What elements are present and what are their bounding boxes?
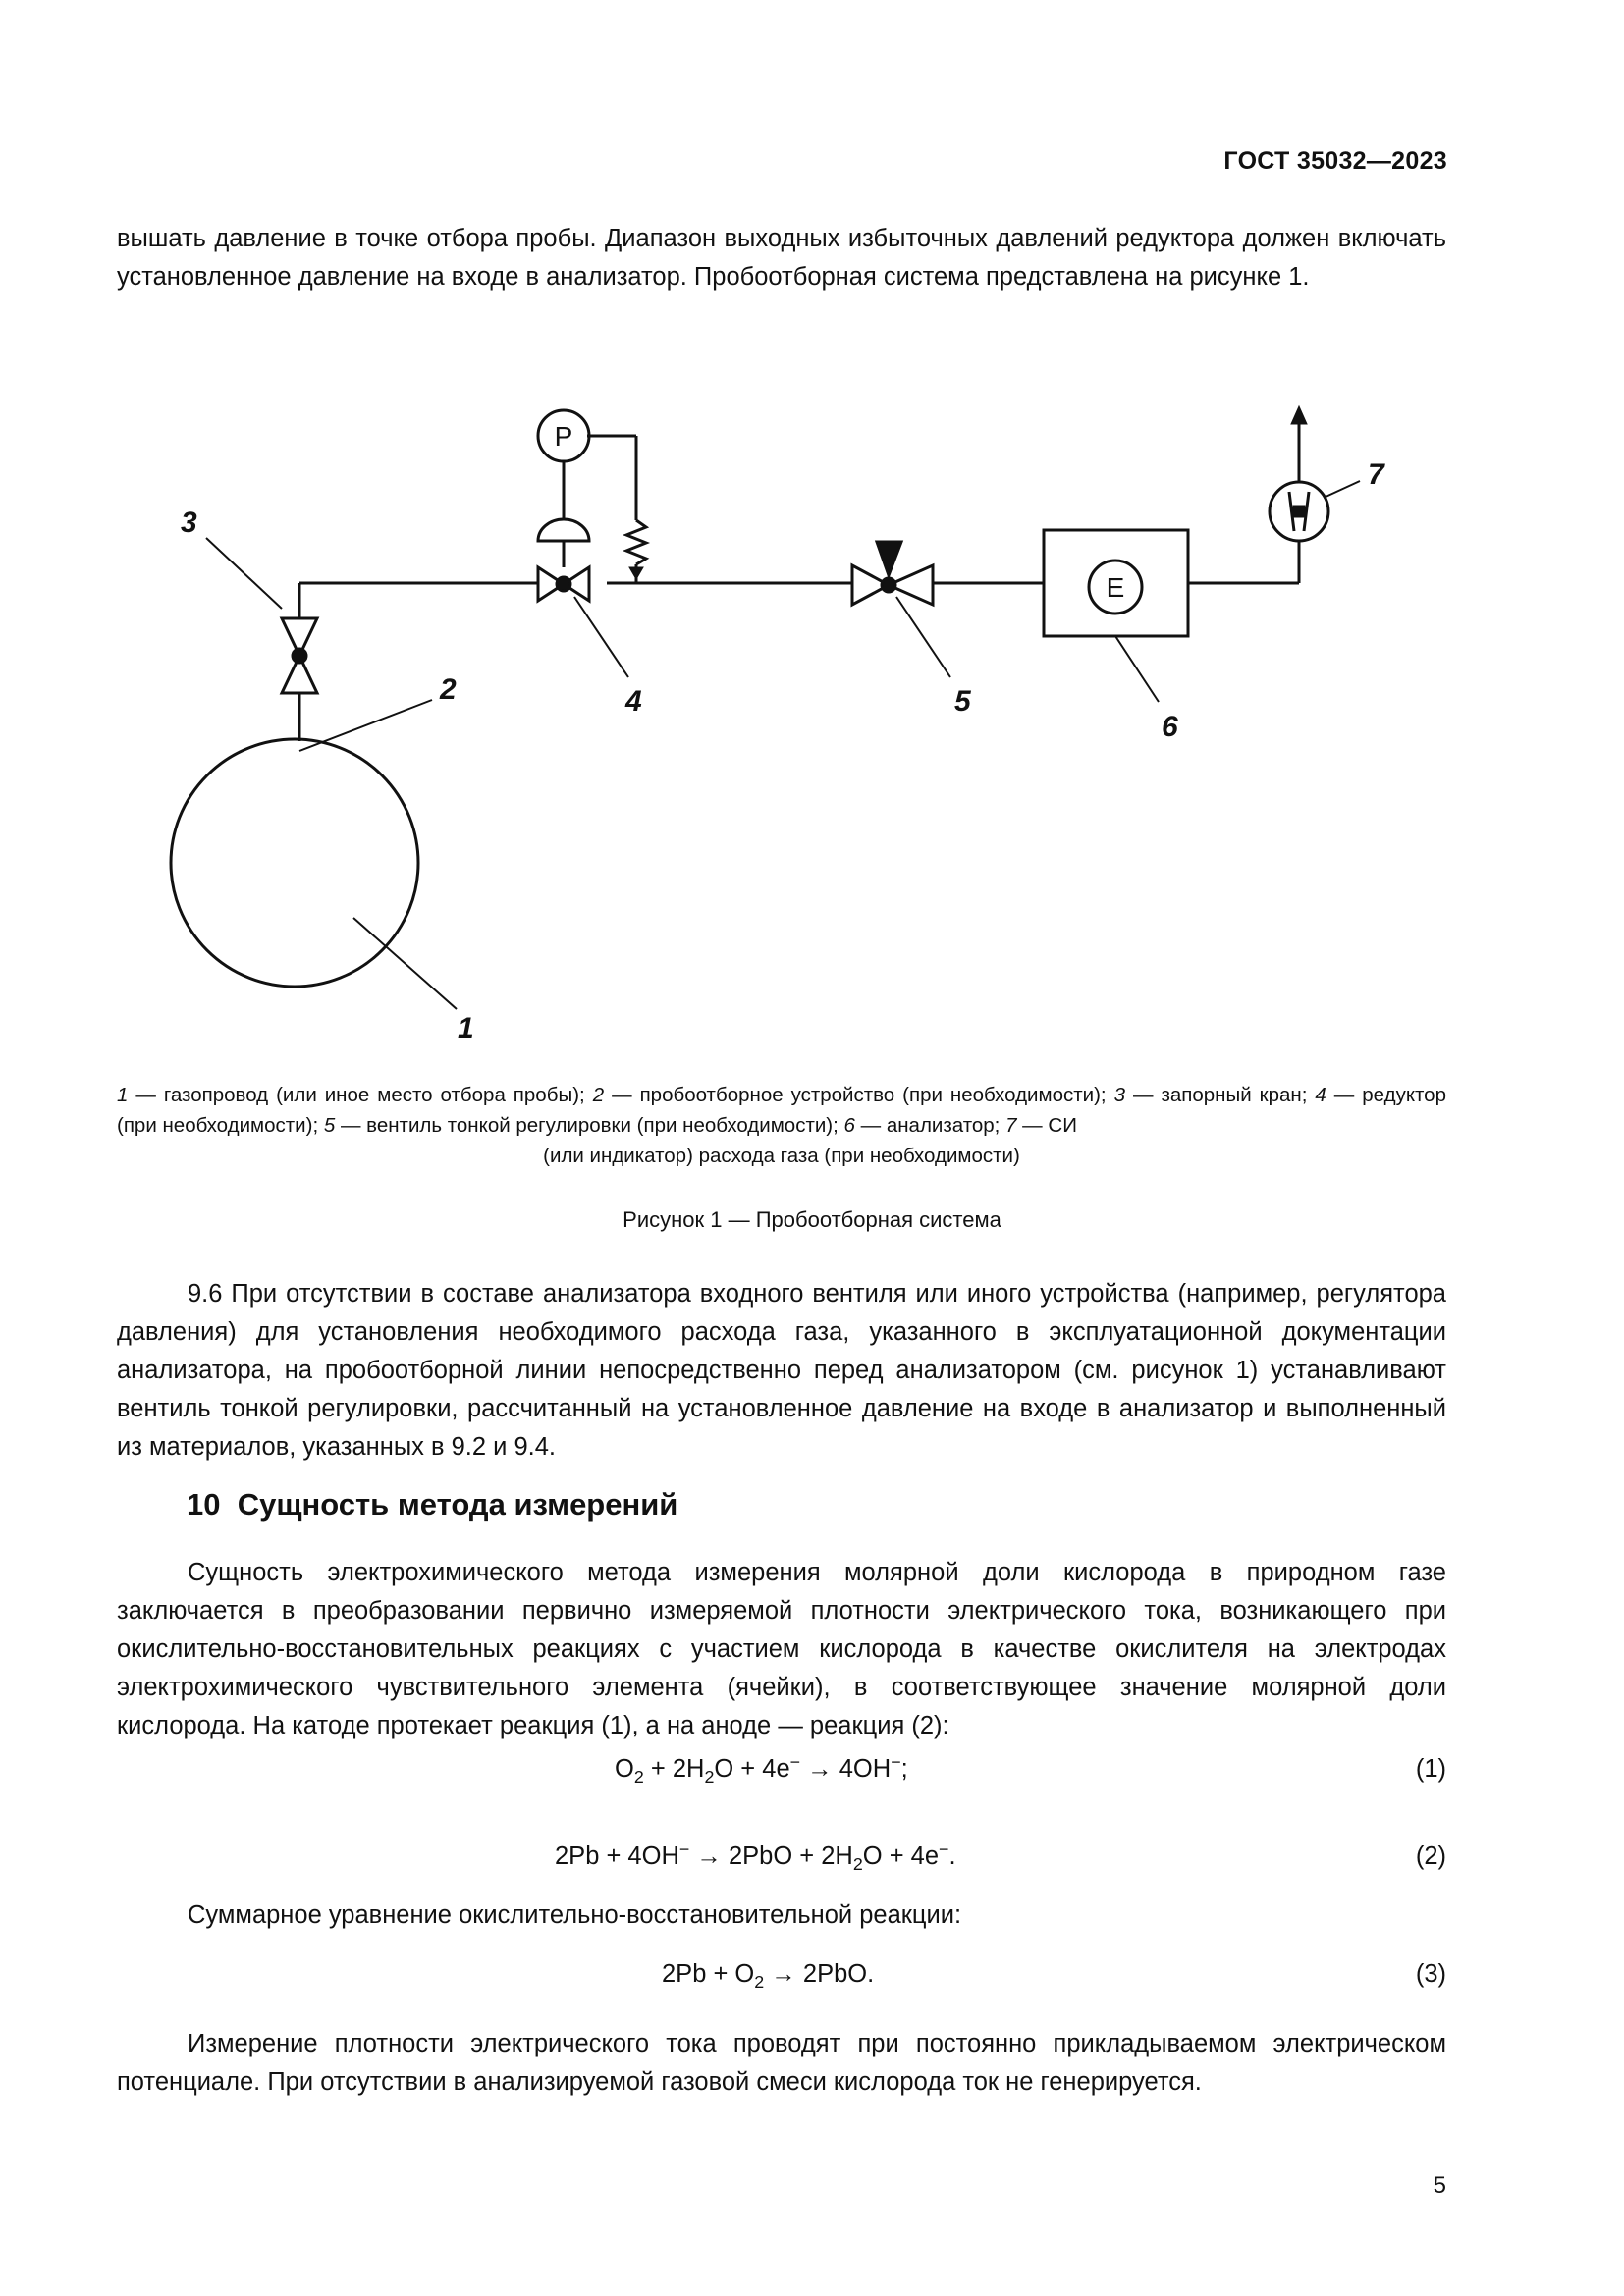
equation-1: $O_2 + 2H_2O + 4e^- \to 4OH^-$;: [615, 1752, 908, 1788]
analyzer-symbol: E: [1106, 572, 1125, 603]
section-title: Сущность метода измерений: [237, 1487, 678, 1522]
section-heading: [187, 1487, 677, 1522]
label-3: 3: [181, 507, 197, 539]
label-4: 4: [625, 685, 642, 718]
page-number: 5: [1433, 2172, 1446, 2199]
figure-title: Рисунок 1 — Пробоотборная система: [623, 1207, 1001, 1232]
label-2: 2: [440, 673, 457, 706]
section-number: 10: [187, 1487, 221, 1522]
sampling-system-diagram: [0, 0, 1624, 1080]
label-5: 5: [954, 685, 971, 718]
equation-2: $2Pb + 4OH^- \to 2PbO + 2H_2O + 4e^-$.: [555, 1840, 956, 1875]
summary-line: Суммарное уравнение окислительно-восстановительной реакции:: [188, 1901, 962, 1929]
equation-3: $2Pb + O_2 \to 2PbO$.: [662, 1960, 875, 1993]
intro-paragraph: вышать давление в точке отбора пробы. Диапазон выходных избыточных давлений редуктора должен включать установленное давление на входе в анализатор. Пробоотборная система представлена на рисунке 1.: [117, 225, 1446, 291]
label-6: 6: [1162, 711, 1178, 743]
figure-legend-last-line: (или индикатор) расхода газа (при необходимости): [543, 1145, 1020, 1167]
equation-3-number: (3): [1415, 1960, 1446, 1988]
pressure-gauge-symbol: P: [554, 421, 573, 452]
section-paragraph: Сущность электрохимического метода измерения молярной доли кислорода в природном газе заключается в преобразовании первично измеряемой плотности электрического тока, возникающего при окислительно-восстановительных реакциях с участием кислорода в качестве окислителя на электродах электрохимического чувствительного элемента (ячейки), в соответствующее значение молярной доли кислорода. На катоде протекает реакция (1), а на аноде — реакция (2):: [117, 1559, 1446, 1739]
equation-2-number: (2): [1415, 1842, 1446, 1870]
label-7: 7: [1368, 458, 1384, 491]
figure-legend: 1 — газопровод (или иное место отбора пробы); 2 — пробоотборное устройство (при необходимости); 3 — запорный кран; 4 — редуктор (при необходимости); 5 — вентиль тонкой регулировки (при необходимости); 6 — анализатор; 7 — СИ: [117, 1084, 1446, 1137]
pipeline-circle: [171, 739, 418, 987]
final-paragraph: Измерение плотности электрического тока проводят при постоянно прикладываемом электрическом потенциале. При отсутствии в анализируемой газовой смеси кислорода ток не генерируется.: [117, 2030, 1446, 2096]
label-1: 1: [458, 1012, 474, 1044]
document-id: ГОСТ 35032—2023: [1223, 147, 1447, 175]
equation-1-number: (1): [1415, 1755, 1446, 1783]
legend-num: 1: [117, 1084, 129, 1106]
paragraph-9-6: 9.6 При отсутствии в составе анализатора входного вентиля или иного устройства (например, регулятора давления) для установления необходимого расхода газа, указанного в эксплуатационной документации анализатора, на пробоотборной линии непосредственно перед анализатором (см. рисунок 1) устанавливают вентиль тонкой регулировки, рассчитанный на установленное давление на входе в анализатор и выполненный из материалов, указанных в 9.2 и 9.4.: [117, 1280, 1446, 1461]
